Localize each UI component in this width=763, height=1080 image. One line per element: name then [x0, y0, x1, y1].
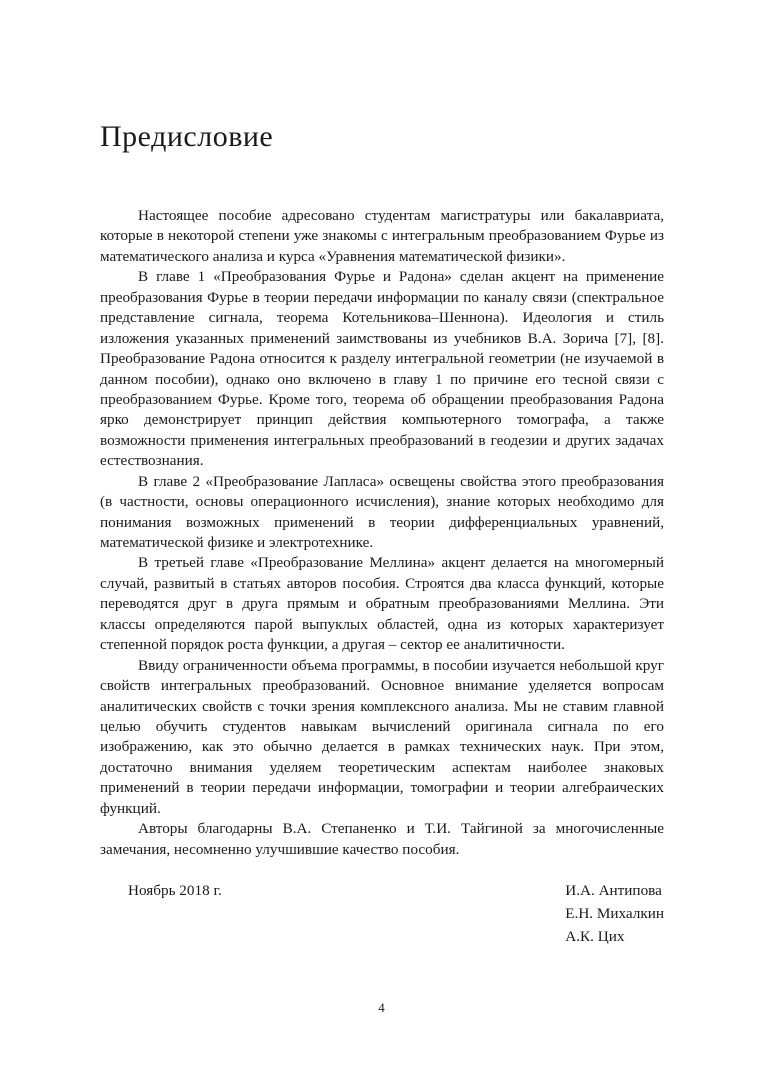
paragraph: В главе 1 «Преобразования Фурье и Радона» сделан акцент на применение преобразования Фурье в теории передачи информации по каналу связи (спектральное представление сигнала, теорема Котельникова–Шеннона). Идеология и стиль изложения указанных применений заимствованы из учебников В.А. Зорича [7], [8]. Преобразование Радона относится к разделу интегральной геометрии (не изучаемой в данном пособии), однако оно включено в главу 1 по причине его тесной связи с преобразованием Фурье. Кроме того, теорема об обращении преобразования Радона ярко демонстрирует принцип действия компьютерного томографа, а также возможности применения интегральных преобразований в геодезии и других задачах естествознания. — [100, 268, 664, 470]
author-name: Е.Н. Михалкин — [565, 904, 664, 922]
page-content — [100, 120, 664, 860]
page-number: 4 — [378, 1000, 385, 1015]
signature-date: Ноябрь 2018 г. — [128, 882, 222, 899]
paragraph: В главе 2 «Преобразование Лапласа» освещены свойства этого преобразования (в частности, основы операционного исчисления), знание которых необходимо для понимания возможных применений в теории дифференциальных уравнений, математической физике и электротехнике. — [100, 472, 664, 551]
page-title: Предисловие — [100, 120, 274, 153]
body-text — [100, 206, 664, 860]
author-name: И.А. Антипова — [565, 882, 662, 899]
paragraph: Авторы благодарны В.А. Степаненко и Т.И. Тайгиной за многочисленные замечания, несомненно улучшившие качество пособия. — [100, 820, 664, 858]
paragraph: В третьей главе «Преобразование Меллина» акцент делается на многомерный случай, развитый в статьях авторов пособия. Строятся два класса функций, которые переводятся друг в друга прямым и обратным преобразованиями Меллина. Эти классы определяются парой выпуклых областей, одна из которых характеризует степенной порядок роста функции, а другая – сектор ее аналитичности. — [100, 554, 664, 654]
paragraph: Настоящее пособие адресовано студентам магистратуры или бакалавриата, которые в некоторой степени уже знакомы с интегральным преобразованием Фурье из математического анализа и курса «Уравнения математической физики». — [100, 207, 664, 265]
paragraph: Ввиду ограниченности объема программы, в пособии изучается небольшой круг свойств интегральных преобразований. Основное внимание уделяется вопросам аналитических свойств с точки зрения комплексного анализа. Мы не ставим главной целью обучить студентов навыкам вычислений оригинала сигнала по его изображению, как это обычно делается в рамках технических наук. При этом, достаточно внимания уделяем теоретическим аспектам наиболее знаковых применений в теории передачи информации, томографии и теории алгебраических функций. — [100, 656, 664, 817]
signature-authors — [565, 880, 664, 948]
author-name: А.К. Цих — [565, 927, 625, 945]
